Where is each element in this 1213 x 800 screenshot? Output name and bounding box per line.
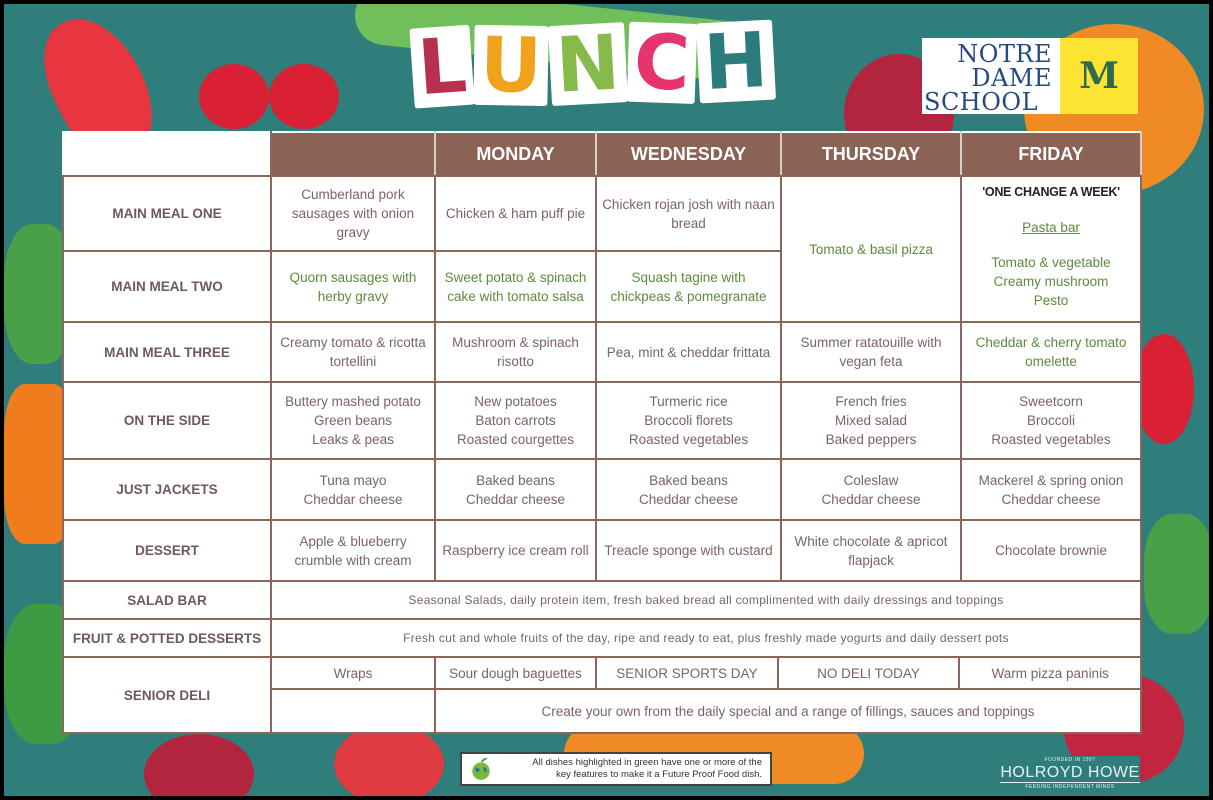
menu-cell: Sweetcorn Broccoli Roasted vegetables xyxy=(961,382,1141,459)
title-letter: H xyxy=(695,20,775,104)
beetroot-decoration xyxy=(144,734,254,796)
menu-cell: Wraps xyxy=(271,657,435,689)
menu-table xyxy=(62,131,1142,734)
sauce-item: Creamy mushroom xyxy=(993,274,1109,289)
strawberry-decoration xyxy=(334,724,444,796)
row-label: ON THE SIDE xyxy=(63,382,271,459)
column-header-thursday: THURSDAY xyxy=(781,132,961,176)
menu-cell: Buttery mashed potato Green beans Leaks & peas xyxy=(271,382,435,459)
column-header-blank xyxy=(271,132,435,176)
title-letter: N xyxy=(548,22,628,106)
sauce-item: Tomato & vegetable xyxy=(991,255,1111,270)
table-row xyxy=(63,657,1141,689)
menu-cell: Tomato & basil pizza xyxy=(781,176,961,322)
menu-cell: Creamy tomato & ricotta tortellini xyxy=(271,322,435,382)
row-label: MAIN MEAL TWO xyxy=(63,251,271,322)
crest-icon: M xyxy=(1060,38,1138,114)
menu-cell: Coleslaw Cheddar cheese xyxy=(781,459,961,520)
row-label: MAIN MEAL ONE xyxy=(63,176,271,251)
menu-cell-empty xyxy=(271,689,435,733)
menu-cell: Tuna mayo Cheddar cheese xyxy=(271,459,435,520)
table-row xyxy=(63,176,1141,251)
menu-cell: Mushroom & spinach risotto xyxy=(435,322,596,382)
legend-text: All dishes highlighted in green have one or more of the xyxy=(532,757,762,768)
column-header-wednesday: WEDNESDAY xyxy=(596,132,781,176)
menu-cell: Baked beans Cheddar cheese xyxy=(435,459,596,520)
column-header-friday: FRIDAY xyxy=(961,132,1141,176)
menu-cell: Cheddar & cherry tomato omelette xyxy=(961,322,1141,382)
one-change-note: 'ONE CHANGE A WEEK' xyxy=(982,185,1120,199)
menu-cell: French fries Mixed salad Baked peppers xyxy=(781,382,961,459)
table-row xyxy=(63,322,1141,382)
menu-cell: Mackerel & spring onion Cheddar cheese xyxy=(961,459,1141,520)
future-proof-apple-icon xyxy=(470,757,492,781)
menu-cell: Chicken rojan josh with naan bread xyxy=(596,176,781,251)
menu-cell: Warm pizza paninis xyxy=(991,665,1109,681)
menu-cell: Raspberry ice cream roll xyxy=(435,520,596,581)
title-letter: U xyxy=(474,25,549,106)
menu-cell: Pea, mint & cheddar frittata xyxy=(596,322,781,382)
table-row xyxy=(63,581,1141,619)
pasta-bar-label: Pasta bar xyxy=(1022,220,1080,235)
radish-decoration xyxy=(1134,334,1194,444)
menu-cell: Sweet potato & spinach cake with tomato salsa xyxy=(435,251,596,322)
table-row xyxy=(63,619,1141,657)
school-name-line: SCHOOL xyxy=(924,88,1039,116)
row-label: DESSERT xyxy=(63,520,271,581)
header-row xyxy=(63,132,1141,176)
school-name xyxy=(922,38,1060,114)
row-label: MAIN MEAL THREE xyxy=(63,322,271,382)
menu-cell: Apple & blueberry crumble with cream xyxy=(271,520,435,581)
menu-cell: Treacle sponge with custard xyxy=(596,520,781,581)
lunch-title xyxy=(411,14,773,113)
row-label: SALAD BAR xyxy=(63,581,271,619)
row-label: SENIOR DELI xyxy=(63,657,271,733)
menu-cell: Sour dough baguettes xyxy=(435,657,596,689)
table-row xyxy=(63,520,1141,581)
sauce-item: Pesto xyxy=(1033,293,1069,308)
deli-cells xyxy=(596,657,1141,689)
menu-cell: Summer ratatouille with vegan feta xyxy=(781,322,961,382)
leaf-decoration xyxy=(1144,514,1209,634)
menu-cell: NO DELI TODAY xyxy=(779,658,961,688)
friday-pasta-cell xyxy=(961,176,1141,322)
table-row xyxy=(63,382,1141,459)
school-name-line: DAME xyxy=(971,64,1052,92)
menu-cell: New potatoes Baton carrots Roasted courgettes xyxy=(435,382,596,459)
school-name-line: NOTRE xyxy=(957,40,1052,68)
menu-cell: Squash tagine with chickpeas & pomegranate xyxy=(596,251,781,322)
menu-cell: Chocolate brownie xyxy=(961,520,1141,581)
menu-cell: SENIOR SPORTS DAY xyxy=(597,658,779,688)
menu-cell: Seasonal Salads, daily protein item, fresh baked bread all complimented with daily dressings and toppings xyxy=(271,581,1141,619)
holroyd-howe-logo: FOUNDED IN 1997 HOLROYD HOWE FEEDING INDEPENDENT MINDS xyxy=(1000,756,1140,796)
menu-cell: Quorn sausages with herby gravy xyxy=(271,251,435,322)
future-proof-legend xyxy=(460,752,772,786)
menu-cell: Baked beans Cheddar cheese xyxy=(596,459,781,520)
cherry-decoration xyxy=(199,64,269,129)
menu-cell: White chocolate & apricot flapjack xyxy=(781,520,961,581)
row-label: FRUIT & POTTED DESSERTS xyxy=(63,619,271,657)
title-letter: L xyxy=(409,25,475,109)
cherry-decoration xyxy=(269,64,339,129)
menu-cell: Chicken & ham puff pie xyxy=(435,176,596,251)
menu-cell: Create your own from the daily special and a range of fillings, sauces and toppings xyxy=(435,689,1141,733)
row-label: JUST JACKETS xyxy=(63,459,271,520)
menu-cell: Fresh cut and whole fruits of the day, ripe and ready to eat, plus freshly made yogurts and daily dessert pots xyxy=(271,619,1141,657)
legend-text: key features to make it a Future Proof Food dish. xyxy=(556,769,762,780)
menu-cell: Turmeric rice Broccoli florets Roasted vegetables xyxy=(596,382,781,459)
school-logo xyxy=(922,38,1138,114)
title-letter: C xyxy=(626,22,697,104)
column-header-monday: MONDAY xyxy=(435,132,596,176)
menu-cell: Cumberland pork sausages with onion gravy xyxy=(271,176,435,251)
table-row xyxy=(63,459,1141,520)
